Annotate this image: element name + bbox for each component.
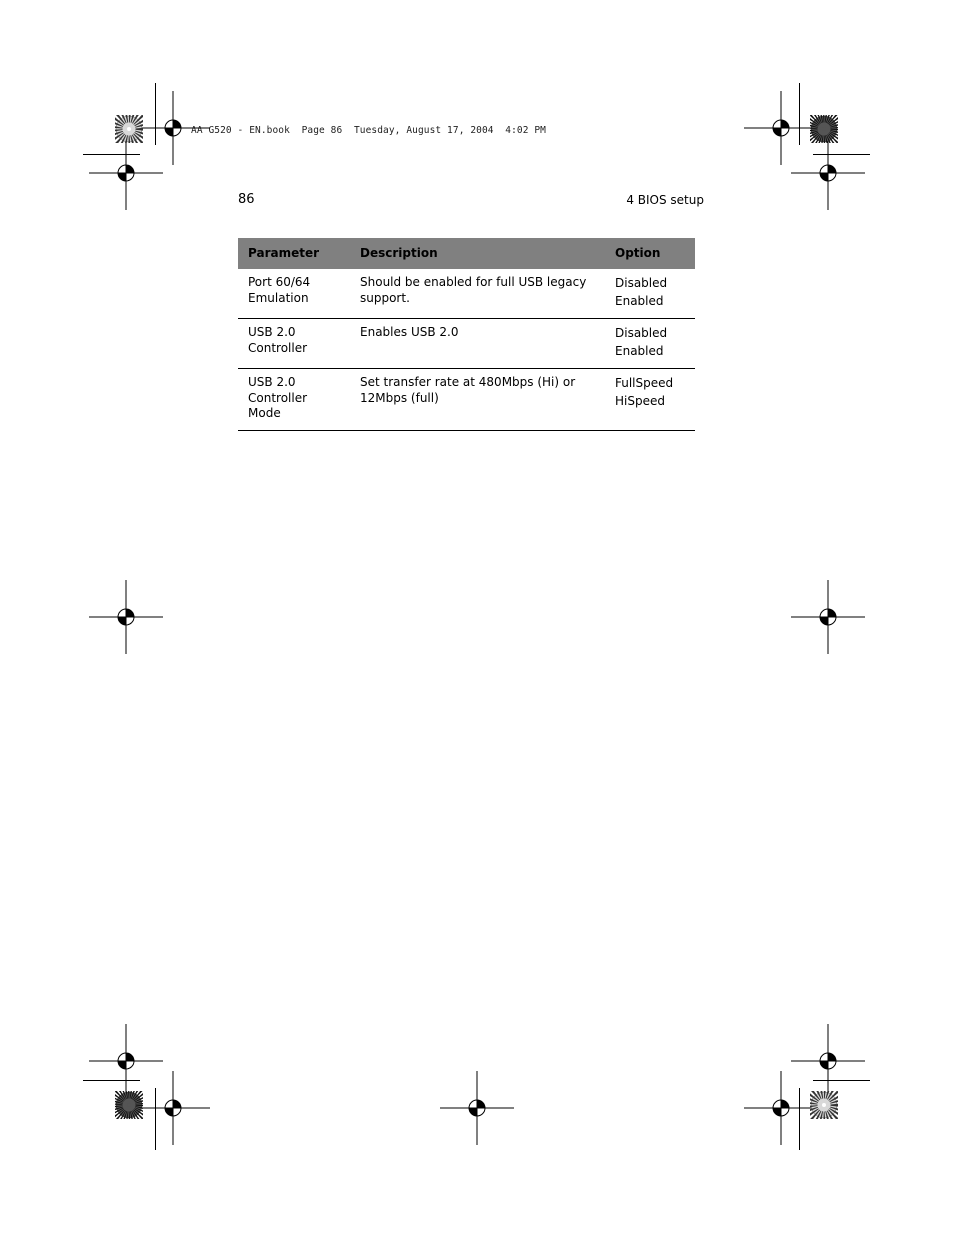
column-header-parameter: Parameter: [238, 238, 350, 269]
option-value: HiSpeed: [615, 393, 665, 408]
description-text: 12Mbps (full): [360, 390, 439, 405]
page-number: 86: [238, 192, 255, 207]
option-cell: [605, 369, 695, 431]
description-cell: [350, 369, 605, 431]
column-header-description: Description: [350, 238, 605, 269]
parameter-cell: [238, 319, 350, 369]
registration-mark-icon: [440, 1071, 514, 1145]
parameter-text: USB 2.0: [248, 325, 296, 339]
parameter-text: Port 60/64: [248, 275, 311, 289]
print-slug-line: AA G520 - EN.book Page 86 Tuesday, August 17, 2004 4:02 PM: [191, 125, 546, 136]
parameter-text: Mode: [248, 406, 281, 420]
description-cell: [350, 269, 605, 319]
star-target-light-icon: [810, 1091, 838, 1119]
registration-mark-icon: [89, 136, 163, 210]
parameter-cell: [238, 369, 350, 431]
description-text: Enables USB 2.0: [360, 325, 459, 339]
description-text: support.: [360, 290, 410, 305]
registration-mark-icon: [791, 136, 865, 210]
star-target-dark-icon: [115, 1091, 143, 1119]
option-value: Enabled: [615, 343, 664, 358]
option-value: Disabled: [615, 276, 668, 290]
option-cell: [605, 269, 695, 319]
option-value: Enabled: [615, 293, 664, 308]
description-cell: [350, 319, 605, 369]
registration-mark-icon: [744, 1071, 818, 1145]
table-row: [238, 319, 695, 369]
option-value: Disabled: [615, 326, 668, 340]
parameter-text: Emulation: [248, 290, 309, 305]
parameter-text: Controller: [248, 340, 308, 355]
table-header-row: [238, 238, 695, 269]
registration-mark-icon: [136, 1071, 210, 1145]
option-value: FullSpeed: [615, 376, 674, 390]
star-target-dark-icon: [810, 115, 838, 143]
running-head: 4 BIOS setup: [626, 193, 704, 207]
table-row: [238, 369, 695, 431]
parameter-cell: [238, 269, 350, 319]
option-cell: [605, 319, 695, 369]
column-header-option: Option: [605, 238, 695, 269]
registration-mark-icon: [89, 580, 163, 654]
star-target-light-icon: [115, 115, 143, 143]
description-text: Should be enabled for full USB legacy: [360, 275, 587, 289]
table-row: [238, 269, 695, 319]
parameter-text: Controller: [248, 390, 308, 405]
parameter-text: USB 2.0: [248, 375, 296, 389]
registration-mark-icon: [791, 580, 865, 654]
description-text: Set transfer rate at 480Mbps (Hi) or: [360, 375, 576, 389]
bios-parameter-table: [238, 238, 695, 431]
